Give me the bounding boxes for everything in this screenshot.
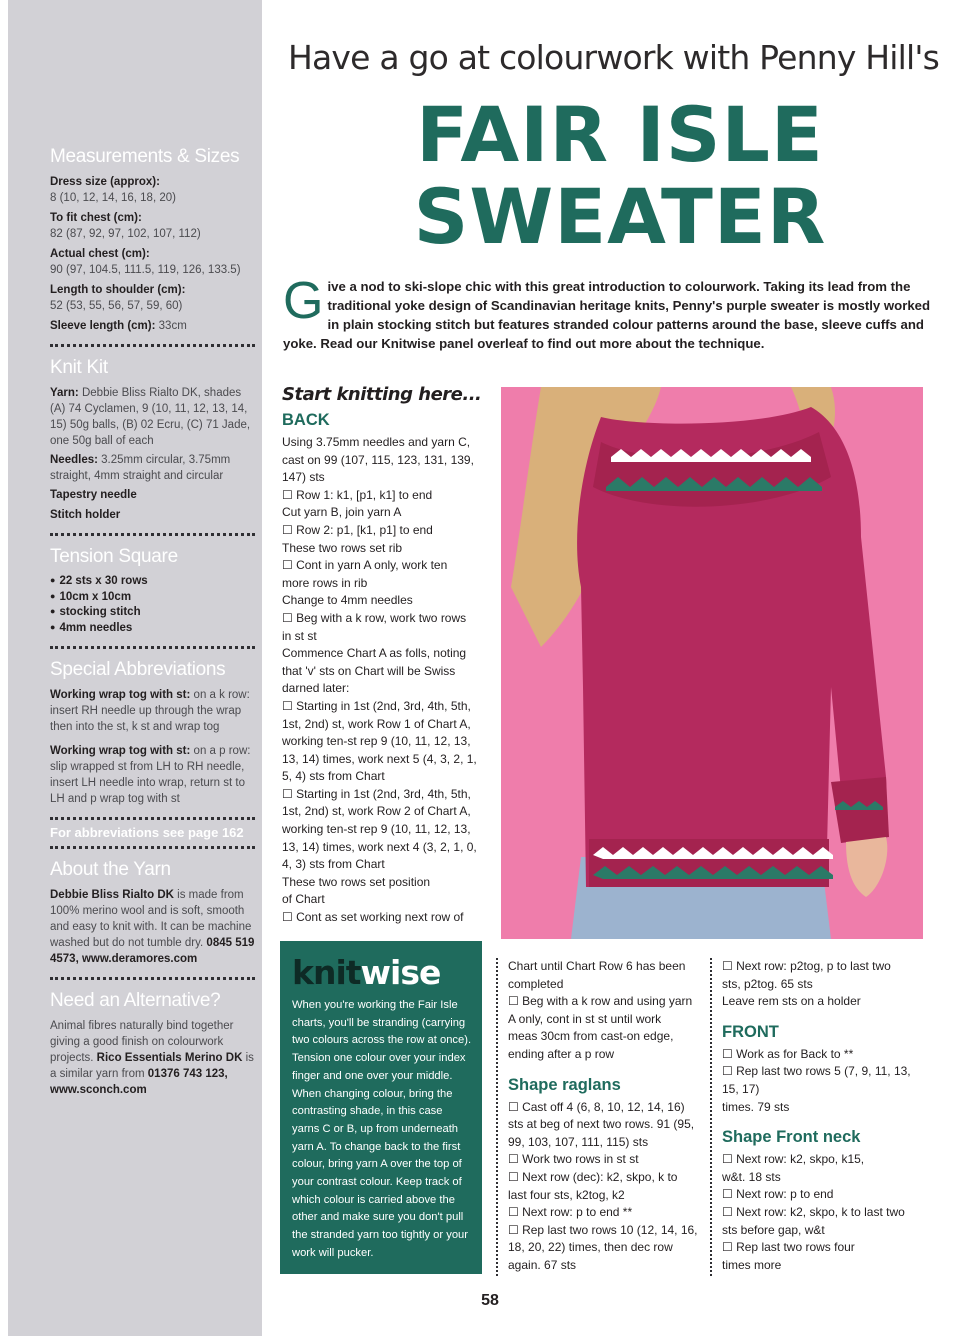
instruction-line: 4, 3) sts from Chart [282, 857, 385, 872]
dress-size-value: 8 (10, 12, 14, 16, 18, 20) [50, 192, 176, 204]
instruction-line: Chart until Chart Row 6 has been [508, 959, 686, 973]
tension-item: ● 10cm x 10cm [50, 590, 255, 606]
instruction-line: Change to 4mm needles [282, 593, 413, 608]
title-line-2: SWEATER [413, 172, 827, 261]
instruction-line: in st st [282, 628, 317, 643]
about-yarn-name: Debbie Bliss Rialto DK [50, 889, 174, 901]
instruction-line: ☐ Next row: p2tog, p to last two [722, 959, 891, 973]
instruction-line: ☐ Row 2: p1, [k1, p1] to end [282, 522, 433, 537]
about-yarn-body: is made from 100% merino wool and is soft, smooth and easy to knit with. It can be machine washed but do not tumble dry. [50, 889, 252, 949]
abbr-p-value: on a p row: slip wrapped st from LH to RH needle, insert LH needle into wrap, return st to LH and p wrap tog with st [50, 745, 251, 805]
pattern-column-2 [508, 958, 704, 1275]
instruction-line: sts before gap, w&t [722, 1222, 825, 1237]
divider [50, 344, 255, 347]
divider [50, 846, 255, 849]
fit-chest-label: To fit chest (cm): [50, 212, 142, 224]
tension-list [50, 574, 255, 636]
shape-front-neck-heading: Shape Front neck [722, 1128, 861, 1147]
needles-info [50, 452, 255, 484]
instruction-line: ☐ Next row: p to end [722, 1187, 834, 1202]
about-yarn-text [50, 887, 255, 967]
length-shoulder-label: Length to shoulder (cm): [50, 284, 186, 296]
instruction-line: ☐ Next row: k2, skpo, k15, [722, 1152, 865, 1167]
instruction-line: 13, 14) times, work next 4 (3, 2, 1, 0, [282, 839, 477, 854]
back-instructions [282, 434, 494, 927]
instruction-line: ending after a p row [508, 1046, 615, 1061]
instruction-line: ☐ Rep last two rows 5 (7, 9, 11, 13, [722, 1064, 911, 1079]
instruction-line: w&t. 18 sts [722, 1169, 781, 1184]
page-title [300, 90, 940, 261]
instruction-line: 147) sts [282, 470, 325, 485]
abbr-k-label: Working wrap tog with st: [50, 689, 191, 701]
instruction-line: Leave rem sts on a holder [722, 994, 861, 1009]
column-divider [496, 958, 498, 1276]
instruction-line: darned later: [282, 681, 350, 696]
about-yarn-heading: About the Yarn [50, 859, 171, 880]
alternative-body: Animal fibres naturally bind together giving a good finish on colourwork projects. [50, 1020, 234, 1064]
instruction-line: ☐ Cont as set working next row of [282, 910, 464, 925]
divider [50, 646, 255, 649]
back-heading: BACK [282, 411, 330, 429]
instruction-line: working ten-st rep 9 (10, 11, 12, 13, [282, 734, 471, 749]
knitwise-title [292, 955, 472, 991]
dress-size-label: Dress size (approx): [50, 176, 160, 188]
instruction-line: ☐ Row 1: k1, [p1, k1] to end [282, 487, 433, 502]
instruction-line: These two rows set rib [282, 540, 403, 555]
sleeve-length [50, 318, 255, 334]
page-number: 58 [481, 1292, 499, 1309]
chart-instructions [508, 958, 704, 1064]
instruction-line: ☐ Work two rows in st st [508, 1152, 639, 1167]
knitwise-title-knit: knit [292, 953, 361, 992]
tension-item: ● 4mm needles [50, 621, 255, 637]
sleeve-length-value: 33cm [158, 320, 187, 332]
front-heading: FRONT [722, 1022, 779, 1041]
length-shoulder-value: 52 (53, 55, 56, 57, 59, 60) [50, 300, 183, 312]
actual-chest [50, 246, 255, 278]
front-neck-instructions [722, 1151, 922, 1274]
alternative-heading: Need an Alternative? [50, 990, 221, 1011]
instruction-line: working ten-st rep 9 (10, 11, 12, 13, [282, 822, 471, 837]
needles-value: 3.25mm circular, 3.75mm straight, 4mm straight and circular [50, 454, 231, 482]
shape-raglans-heading: Shape raglans [508, 1075, 621, 1094]
instruction-line: 1st, 2nd) st, work Row 2 of Chart A, [282, 804, 471, 819]
pattern-column-3 [722, 958, 922, 1274]
stitch-holder-text: Stitch holder [50, 509, 121, 521]
instruction-line: ☐ Starting in 1st (2nd, 3rd, 4th, 5th, [282, 698, 471, 713]
knitwise-title-wise: wise [360, 953, 441, 992]
about-yarn-contact: 0845 519 4573, www.deramores.com [50, 937, 255, 965]
instruction-line: 18, 20, 22) times, then dec row [508, 1240, 673, 1255]
knitwise-panel [280, 941, 482, 1274]
alternative-yarn-name: Rico Essentials Merino DK [96, 1052, 243, 1064]
abbr-k-value: on a k row: insert RH needle up through the wrap then into the st, k st and wrap tog [50, 689, 250, 733]
tension-item: ● stocking stitch [50, 605, 255, 621]
sidebar-content [50, 146, 255, 1098]
divider [50, 817, 255, 820]
yarn-info [50, 385, 255, 449]
front-instructions [722, 1046, 922, 1116]
stitch-holder [50, 507, 255, 523]
abbr-p-row [50, 743, 255, 807]
instruction-line: times. 79 sts [722, 1099, 790, 1114]
sidebar [8, 0, 262, 1336]
sweater-photo [501, 387, 923, 939]
instruction-line: Using 3.75mm needles and yarn C, [282, 435, 471, 449]
raglans-instructions [508, 1099, 704, 1275]
instruction-line: 1st, 2nd) st, work Row 1 of Chart A, [282, 716, 471, 731]
instruction-line: ☐ Cast off 4 (6, 8, 10, 12, 14, 16) [508, 1099, 685, 1114]
abbr-k-row [50, 687, 255, 735]
instruction-line: sts, p2tog. 65 sts [722, 976, 813, 991]
fit-chest [50, 210, 255, 242]
actual-chest-label: Actual chest (cm): [50, 248, 150, 260]
dress-size [50, 174, 255, 206]
back-finish-instructions [722, 958, 922, 1011]
abbreviations-note: For abbreviations see page 162 [50, 825, 244, 840]
instruction-line: 99, 103, 107, 111, 115) sts [508, 1134, 649, 1149]
instruction-line: 15, 17) [722, 1081, 760, 1096]
instruction-line: that 'v' sts on Chart will be Swiss [282, 663, 456, 678]
instruction-line: cast on 99 (107, 115, 123, 131, 139, [282, 452, 474, 467]
instruction-line: more rows in rib [282, 575, 368, 590]
sweater-illustration [501, 387, 923, 939]
sleeve-length-label: Sleeve length (cm): [50, 320, 156, 332]
instruction-line: completed [508, 976, 564, 991]
fit-chest-value: 82 (87, 92, 97, 102, 107, 112) [50, 228, 201, 240]
instruction-line: Commence Chart A as folls, noting [282, 646, 467, 661]
instruction-line: ☐ Cont in yarn A only, work ten [282, 558, 448, 573]
needles-label: Needles: [50, 454, 98, 466]
instruction-line: of Chart [282, 892, 325, 907]
tapestry-needle [50, 487, 255, 503]
knit-kit-heading: Knit Kit [50, 357, 108, 378]
instruction-line: sts at beg of next two rows. 91 (95, [508, 1117, 695, 1132]
instruction-line: ☐ Beg with a k row, work two rows [282, 610, 467, 625]
lead-text: ive a nod to ski-slope chic with this great introduction to colourwork. Taking its lead from the traditional yoke design of Scandinavian heritage knits, Penny's purple sweater is mostly worked in plain stocking stitch but features stranded colour patterns around the base, sleeve cuffs and yoke. Read our Knitwise panel overleaf to find out more about the technique. [283, 279, 931, 351]
instruction-line: ☐ Beg with a k row and using yarn [508, 994, 693, 1009]
divider [50, 977, 255, 980]
length-shoulder [50, 282, 255, 314]
instruction-line: last four sts, k2tog, k2 [508, 1187, 625, 1202]
abbr-p-label: Working wrap tog with st: [50, 745, 191, 757]
tension-heading: Tension Square [50, 546, 178, 567]
instruction-line: ☐ Next row: p to end ** [508, 1205, 633, 1220]
pattern-column-1 [282, 384, 494, 927]
alternative-body-2: is a similar yarn from [50, 1052, 254, 1080]
instruction-line: ☐ Starting in 1st (2nd, 3rd, 4th, 5th, [282, 786, 471, 801]
instruction-line: again. 67 sts [508, 1257, 577, 1272]
tension-item: ● 22 sts x 30 rows [50, 574, 255, 590]
title-line-1: FAIR ISLE [416, 90, 824, 179]
intro-line: Have a go at colourwork with Penny Hill's [288, 38, 940, 77]
instruction-line: ☐ Next row: k2, skpo, k to last two [722, 1204, 905, 1219]
instruction-line: A only, cont in st st until work [508, 1011, 662, 1026]
instruction-line: ☐ Rep last two rows four [722, 1240, 855, 1255]
tapestry-needle-text: Tapestry needle [50, 489, 137, 501]
abbreviations-heading: Special Abbreviations [50, 659, 226, 680]
knitwise-body: When you're working the Fair Isle charts, you'll be stranding (carrying two colours across the row at once). Tension one colour over your index finger and one over your middle. When changing colour, bring the contrasting shade, in this case yarns C or B, up from underneath yarn A. To change back to the first colour, bring yarn A over the top of your contrast colour. Keep track of which colour is carried above the other and make sure you don't pull the stranded yarn too tightly or your work will pucker. [292, 999, 472, 1259]
instruction-line: Cut yarn B, join yarn A [282, 505, 402, 520]
instruction-line: These two rows set position [282, 874, 431, 889]
alternative-contact: 01376 743 123, www.sconch.com [50, 1068, 228, 1096]
divider [50, 533, 255, 536]
instruction-line: times more [722, 1257, 782, 1272]
yarn-label: Yarn: [50, 387, 79, 399]
instruction-line: ☐ Work as for Back to ** [722, 1046, 854, 1061]
yarn-value: Debbie Bliss Rialto DK, shades (A) 74 Cyclamen, 9 (10, 11, 12, 13, 14, 15) 50g balls, (B) 02 Ecru, (C) 71 Jade, one 50g ball of each [50, 387, 251, 447]
instruction-line: ☐ Next row (dec): k2, skpo, k to [508, 1169, 678, 1184]
lead-paragraph [283, 272, 935, 353]
drop-cap: G [283, 272, 324, 330]
actual-chest-value: 90 (97, 104.5, 111.5, 119, 126, 133.5) [50, 264, 241, 276]
instruction-line: ☐ Rep last two rows 10 (12, 14, 16, [508, 1222, 698, 1237]
measurements-heading: Measurements & Sizes [50, 146, 240, 167]
start-knitting-heading: Start knitting here... [282, 384, 482, 405]
instruction-line: 13, 14) times, work next 5 (4, 3, 2, 1, [282, 751, 477, 766]
instruction-line: meas 30cm from cast-on edge, [508, 1029, 674, 1044]
instruction-line: 5, 4) sts from Chart [282, 769, 385, 784]
column-divider [710, 958, 712, 1276]
alternative-text [50, 1018, 255, 1098]
